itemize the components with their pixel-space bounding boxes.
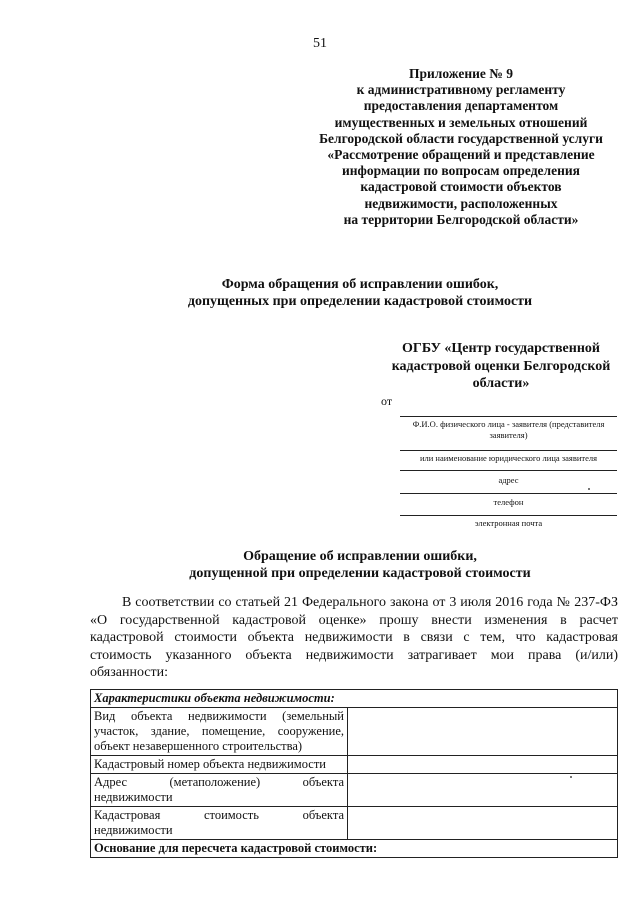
form-title-line: допущенных при определении кадастровой стоимости <box>187 294 533 309</box>
page-number: 51 <box>313 36 327 51</box>
email-field-line[interactable] <box>400 515 617 516</box>
appeal-title-line: Обращение об исправлении ошибки, <box>243 549 477 564</box>
table-row <box>91 807 618 840</box>
appendix-line: к административному регламенту <box>356 82 566 98</box>
appendix-line: недвижимости, расположенных <box>364 195 558 211</box>
table-row <box>91 774 618 807</box>
address-field-label: адрес <box>498 475 519 485</box>
address-field-line[interactable] <box>400 470 617 471</box>
addressee-line: ОГБУ «Центр государственной <box>402 341 600 356</box>
appeal-title-line: допущенной при определении кадастровой стоимости <box>189 566 531 581</box>
phone-field-line[interactable] <box>400 493 617 494</box>
table-header-cell: Характеристики объекта недвижимости: <box>91 690 618 708</box>
phone-field-label: телефон <box>493 497 524 507</box>
appeal-title <box>120 548 600 582</box>
cadastral-value-value[interactable] <box>348 807 618 840</box>
cadastral-value-label: Кадастровая стоимость объекта недвижимости <box>91 807 348 840</box>
object-type-value[interactable] <box>348 708 618 756</box>
scan-speck <box>588 488 590 490</box>
form-title <box>120 276 600 310</box>
table-row <box>91 708 618 756</box>
table-header-row <box>91 690 618 708</box>
person-field-label: Ф.И.О. физического лица - заявителя (представителя заявителя) <box>412 419 605 440</box>
legal-field-line[interactable] <box>400 450 617 451</box>
from-label: от <box>381 394 393 408</box>
addressee-line: кадастровой оценки Белгородской <box>391 358 611 374</box>
appeal-body-text: В соответствии со статьей 21 Федерального закона от 3 июля 2016 года № 237-ФЗ «О государственной кадастровой оценке» прошу внести изменения в расчет кадастровой стоимости объекта недвижимости в связи с тем, что кадастровая стоимость указанного объекта недвижимости затрагивает мои права (и/или) обязанности: <box>90 595 618 680</box>
appendix-line: информации по вопросам определения <box>342 163 580 179</box>
addressee-line: области» <box>472 376 530 391</box>
object-type-label: Вид объекта недвижимости (земельный участок, здание, помещение, сооружение, объект незавершенного строительства) <box>91 708 348 756</box>
appendix-line: имущественных и земельных отношений <box>334 114 588 130</box>
scan-speck <box>570 776 572 778</box>
address-value[interactable] <box>348 774 618 807</box>
table-footer-row <box>91 840 618 858</box>
appendix-header <box>300 66 622 228</box>
address-label: Адрес (метаположение) объекта недвижимости <box>91 774 348 807</box>
cadastral-number-value[interactable] <box>348 756 618 774</box>
recalculation-basis-cell: Основание для пересчета кадастровой стоимости: <box>91 840 618 858</box>
legal-field-label: или наименование юридического лица заявителя <box>419 453 598 463</box>
email-field-label: электронная почта <box>474 518 543 528</box>
person-field-line[interactable] <box>400 416 617 417</box>
appendix-line: «Рассмотрение обращений и представление <box>327 147 595 163</box>
appendix-line: Белгородской области государственной услуги <box>319 130 603 146</box>
appendix-line: предоставления департаментом <box>363 98 559 114</box>
table-row <box>91 756 618 774</box>
addressee <box>372 340 630 393</box>
form-title-line: Форма обращения об исправлении ошибок, <box>221 277 499 292</box>
cadastral-number-label: Кадастровый номер объекта недвижимости <box>91 756 348 774</box>
object-characteristics-table <box>90 689 618 858</box>
appendix-line: Приложение № 9 <box>409 66 513 81</box>
appendix-line: кадастровой стоимости объектов <box>360 179 562 195</box>
appendix-line: на территории Белгородской области» <box>343 211 579 227</box>
